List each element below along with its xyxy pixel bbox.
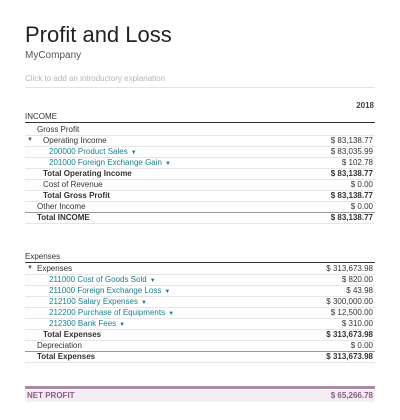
gross-profit-label: Gross Profit <box>37 125 80 134</box>
cost-of-revenue-label: Cost of Revenue <box>43 180 103 189</box>
caret-down-icon[interactable]: ▼ <box>164 161 171 167</box>
operating-income-amount: $ 83,138.77 <box>330 136 373 145</box>
account-amount: $ 83,035.99 <box>330 147 373 156</box>
caret-down-icon[interactable]: ▼ <box>119 322 126 328</box>
total-expenses-label: Total Expenses <box>37 352 96 361</box>
total-income-row <box>25 212 375 224</box>
account-amount: $ 310.00 <box>341 319 373 328</box>
company-name: MyCompany <box>25 50 82 61</box>
expenses-group-amount: $ 313,673.98 <box>326 264 373 273</box>
account-label: 211000 Foreign Exchange Loss <box>49 286 162 295</box>
other-income-label: Other Income <box>37 202 86 211</box>
total-income-label: Total INCOME <box>37 213 90 222</box>
account-label: 212200 Purchase of Equipments <box>49 308 166 317</box>
net-profit-amount: $ 65,266.78 <box>330 391 373 400</box>
total-operating-income-label: Total Operating Income <box>43 169 132 178</box>
account-amount: $ 102.78 <box>341 158 373 167</box>
caret-down-icon[interactable]: ▼ <box>27 265 33 271</box>
account-label: 200000 Product Sales <box>49 147 128 156</box>
total-expenses-inner-label: Total Expenses <box>43 330 102 339</box>
total-gross-profit-amount: $ 83,138.77 <box>330 191 373 200</box>
caret-down-icon[interactable]: ▼ <box>149 278 156 284</box>
income-section-title: INCOME <box>25 112 57 121</box>
depreciation-amount: $ 0.00 <box>350 341 373 350</box>
caret-down-icon[interactable]: ▼ <box>27 137 33 143</box>
depreciation-label: Depreciation <box>37 341 82 350</box>
account-amount: $ 300,000.00 <box>326 297 373 306</box>
column-header-year: 2018 <box>356 101 374 110</box>
caret-down-icon[interactable]: ▼ <box>130 150 137 156</box>
page-title: Profit and Loss <box>25 22 172 47</box>
caret-down-icon[interactable]: ▼ <box>140 300 147 306</box>
account-label: 212100 Salary Expenses <box>49 297 138 306</box>
total-income-amount: $ 83,138.77 <box>330 213 373 222</box>
total-gross-profit-label: Total Gross Profit <box>43 191 110 200</box>
account-label: 211000 Cost of Goods Sold <box>49 275 147 284</box>
total-expenses-amount: $ 313,673.98 <box>326 352 373 361</box>
expenses-section-title: Expenses <box>25 252 61 261</box>
account-amount: $ 820.00 <box>341 275 373 284</box>
net-profit-row <box>25 390 375 402</box>
net-profit-divider <box>25 386 375 389</box>
total-operating-income-amount: $ 83,138.77 <box>330 169 373 178</box>
account-label: 201000 Foreign Exchange Gain <box>49 158 162 167</box>
total-expenses-inner-amount: $ 313,673.98 <box>326 330 373 339</box>
income-section-divider <box>25 122 375 123</box>
cost-of-revenue-amount: $ 0.00 <box>350 180 373 189</box>
caret-down-icon[interactable]: ▼ <box>164 289 171 295</box>
account-amount: $ 12,500.00 <box>330 308 373 317</box>
expenses-group-label: Expenses <box>37 264 73 273</box>
caret-down-icon[interactable]: ▼ <box>168 311 175 317</box>
other-income-amount: $ 0.00 <box>350 202 373 211</box>
intro-explanation-field[interactable]: Click to add an introductory explanation <box>25 74 375 88</box>
account-label: 212300 Bank Fees <box>49 319 117 328</box>
operating-income-label: Operating Income <box>43 136 107 145</box>
net-profit-label: NET PROFIT <box>27 391 75 400</box>
account-amount: $ 43.98 <box>346 286 373 295</box>
total-expenses-row <box>25 351 375 363</box>
